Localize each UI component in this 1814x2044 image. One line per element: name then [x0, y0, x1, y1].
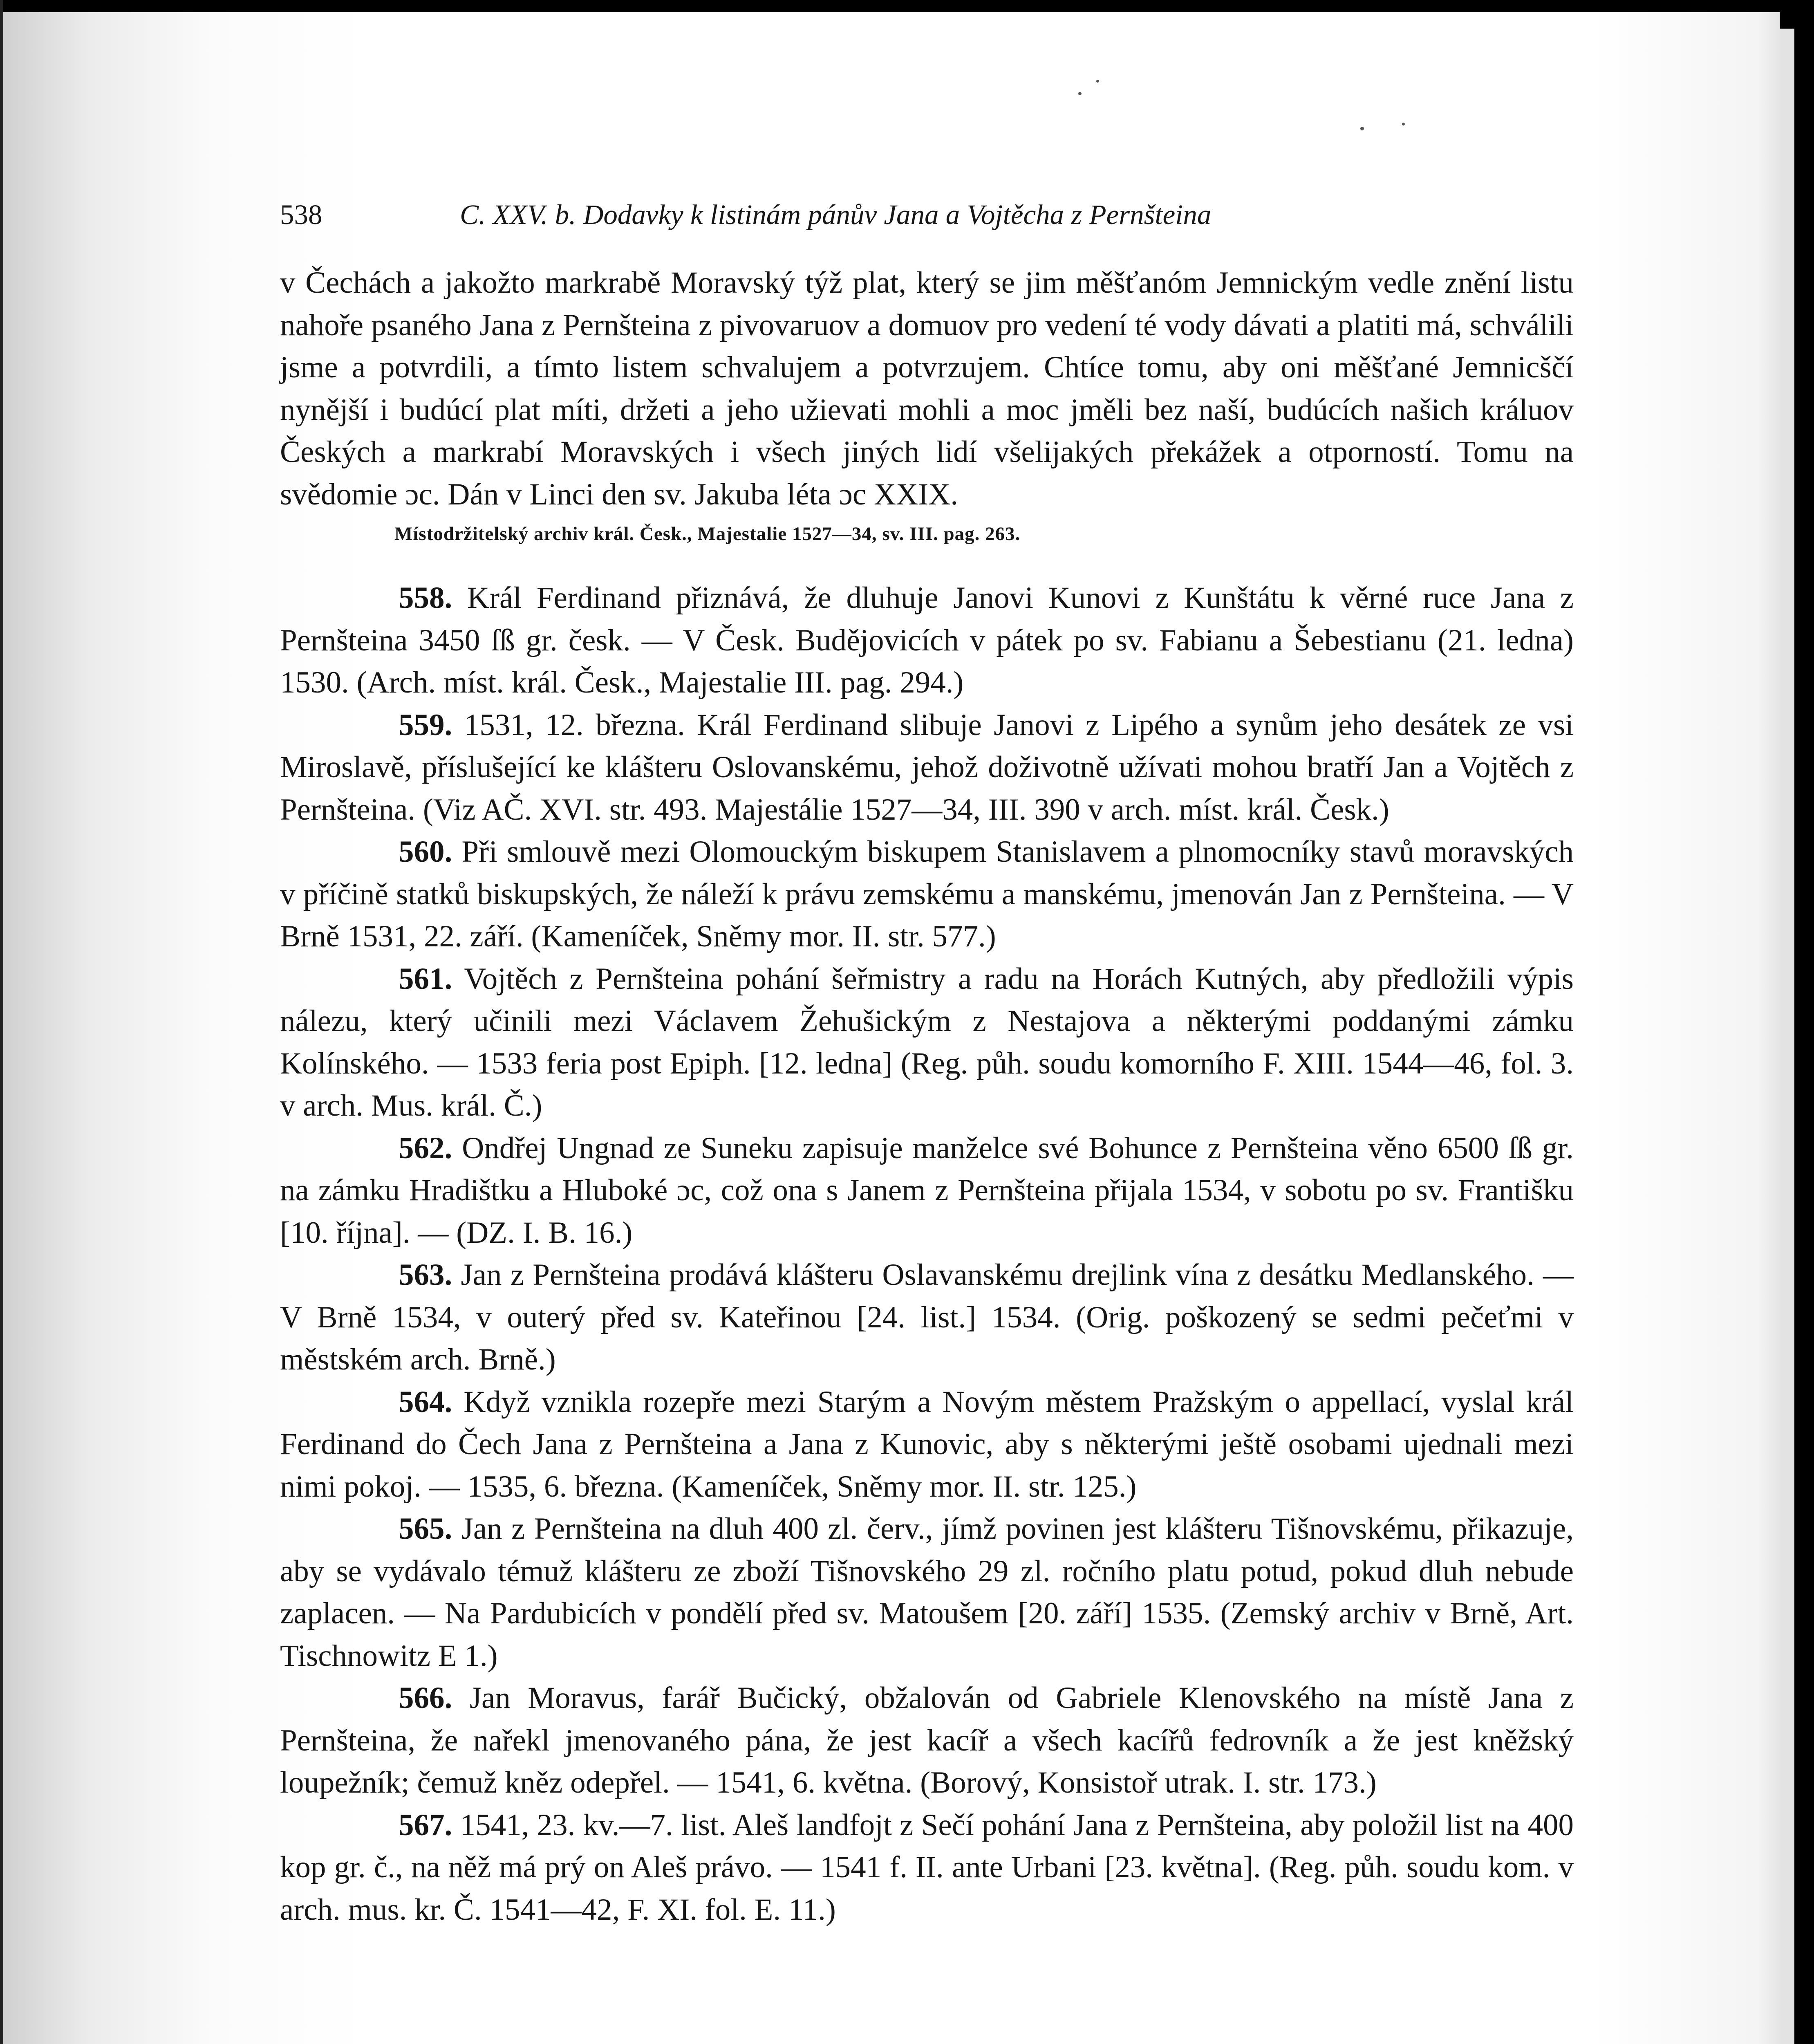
entry-text: 1531, 12. března. Král Ferdinand slibuje Janovi z Lipého a synům jeho desátek ze vsi Miroslavě, příslušející ke klášteru Oslovanskému, jehož doživotně užívati mohou bratří Jan a Vojtěch z Pernšteina. (Viz AČ. XVI. str. 493. Majestálie 1527—34, III. 390 v arch. míst. král. Česk.)	[280, 708, 1574, 827]
entry-number: 560.	[399, 835, 452, 869]
scan-border-top	[0, 0, 1814, 12]
entry-566	[280, 1677, 1574, 1804]
entry-text: Jan z Pernšteina na dluh 400 zl. červ., jímž povinen jest klášteru Tišnovskému, přikazuje, aby se vydávalo témuž klášteru ze zboží Tišnovského 29 zl. ročního platu potud, pokud dluh nebude zaplacen. — Na Pardubicích v pondělí před sv. Matoušem [20. září] 1535. (Zemský archiv v Brně, Art. Tischnowitz E 1.)	[280, 1512, 1574, 1673]
scan-speck	[1096, 80, 1099, 83]
scan-border-left	[0, 0, 3, 2044]
entry-text: Vojtěch z Pernšteina pohání šeřmistry a radu na Horách Kutných, aby předložili výpis nálezu, který učinili mezi Václavem Žehušickým z Nestajova a některými poddanými zámku Kolínského. — 1533 feria post Epiph. [12. ledna] (Reg. půh. soudu komorního F. XIII. 1544—46, fol. 3. v arch. Mus. král. Č.)	[280, 961, 1574, 1123]
entry-563	[280, 1254, 1574, 1381]
page-header	[280, 192, 1574, 237]
entry-number: 565.	[399, 1512, 452, 1546]
entry-564	[280, 1381, 1574, 1508]
entry-558	[280, 577, 1574, 704]
entry-number: 564.	[399, 1385, 452, 1419]
page-number: 538	[280, 199, 322, 230]
entry-text: Ondřej Ungnad ze Suneku zapisuje manželce své Bohunce z Pernšteina věno 6500 ſß gr. na zámku Hradištku a Hluboké ɔc, což ona s Janem z Pernšteina přijala 1534, v sobotu po sv. Františku [10. října]. — (DZ. I. B. 16.)	[280, 1131, 1574, 1250]
page-content	[280, 192, 1574, 1931]
entry-text: 1541, 23. kv.—7. list. Aleš landfojt z Sečí pohání Jana z Pernšteina, aby položil list na 400 kop gr. č., na něž má prý on Aleš právo. — 1541 f. II. ante Urbani [23. května]. (Reg. půh. soudu kom. v arch. mus. kr. Č. 1541—42, F. XI. fol. E. 11.)	[280, 1808, 1574, 1927]
entry-text: Jan Moravus, farář Bučický, obžalován od Gabriele Klenovského na místě Jana z Pernšteina, že nařekl jmenovaného pána, že jest kacíř a všech kacířů fedrovník a že jest kněžský loupežník; čemuž kněz odepřel. — 1541, 6. května. (Borový, Konsistoř utrak. I. str. 173.)	[280, 1681, 1574, 1800]
entry-561	[280, 958, 1574, 1127]
entry-number: 558.	[399, 581, 452, 615]
entry-number: 559.	[399, 708, 452, 742]
entry-560	[280, 831, 1574, 958]
entry-number: 567.	[399, 1808, 452, 1842]
scan-speck	[1402, 123, 1405, 126]
entry-text: Král Ferdinand přiznává, že dluhuje Janovi Kunovi z Kunštátu k věrné ruce Jana z Pernšteina 3450 ſß gr. česk. — V Česk. Budějovicích v pátek po sv. Fabianu a Šebestianu (21. ledna) 1530. (Arch. míst. král. Česk., Majestalie III. pag. 294.)	[280, 581, 1574, 699]
scan-border-notch	[1780, 0, 1796, 29]
entry-text: Jan z Pernšteina prodává klášteru Oslavanskému drejlink vína z desátku Medlanského. — V Brně 1534, v outerý před sv. Kateřinou [24. list.] 1534. (Orig. poškozený se sedmi pečeťmi v městském arch. Brně.)	[280, 1258, 1574, 1376]
entry-text: Když vznikla rozepře mezi Starým a Novým městem Pražským o appellací, vyslal král Ferdinand do Čech Jana z Pernšteina a Jana z Kunovic, aby s některými ještě osobami ujednali mezi nimi pokoj. — 1535, 6. března. (Kameníček, Sněmy mor. II. str. 125.)	[280, 1385, 1574, 1504]
scan-speck	[1360, 127, 1364, 130]
entry-562	[280, 1127, 1574, 1254]
intro-paragraph: v Čechách a jakožto markrabě Moravský týž plat, který se jim měšťanóm Jemnickým vedle znění listu nahoře psaného Jana z Pernšteina z pivovaruov a domuov pro vedení té vody dávati a platiti má, schválili jsme a potvrdili, a tímto listem schvalujem a potvrzujem. Chtíce tomu, aby oni měšťané Jemnicščí nynější i budúcí plat míti, držeti a jeho užievati mohli a moc jměli bez naší, budúcích našich králuov Českých a markrabí Moravských i všech jiných lidí všelijakých překážek a otporností. Tomu na svědomie ɔc. Dán v Linci den sv. Jakuba léta ɔc XXIX.	[280, 266, 1574, 511]
source-reference: Místodržitelský archiv král. Česk., Majestalie 1527—34, sv. III. pag. 263.	[394, 523, 1021, 545]
scan-speck	[1078, 92, 1082, 95]
entry-559	[280, 704, 1574, 831]
running-title: C. XXV. b. Dodavky k listinám pánův Jana a Vojtěcha z Pernšteina	[460, 199, 1212, 230]
entry-565	[280, 1508, 1574, 1677]
entry-number: 563.	[399, 1258, 452, 1292]
scan-border-right	[1794, 0, 1814, 2044]
entry-number: 561.	[399, 961, 452, 996]
entry-number: 562.	[399, 1131, 452, 1165]
entry-text: Při smlouvě mezi Olomouckým biskupem Stanislavem a plnomocníky stavů moravských v příčině statků biskupských, že náleží k právu zemskému a manskému, jmenován Jan z Pernšteina. — V Brně 1531, 22. září. (Kameníček, Sněmy mor. II. str. 577.)	[280, 835, 1574, 953]
entry-number: 566.	[399, 1681, 452, 1715]
entry-567	[280, 1804, 1574, 1931]
